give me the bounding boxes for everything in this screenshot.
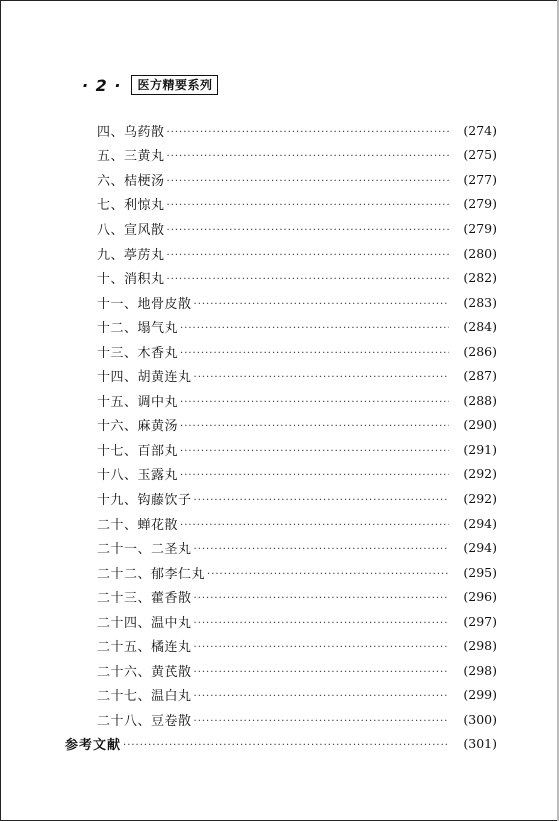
toc-entry-page: (288) [463,392,497,408]
toc-entry [65,265,497,290]
toc-entry-page: (290) [463,417,497,433]
toc-entry-title: 十四、胡黄连丸 [97,370,192,386]
toc-entry [65,118,497,143]
dot-leader [167,249,449,262]
toc-entry-page: (294) [463,540,497,556]
toc-entry-title: 六、桔梗汤 [97,173,165,189]
toc-entry [65,413,497,438]
series-title: 医方精要系列 [131,75,218,95]
toc-entry-page: (299) [463,687,497,703]
dot-leader [194,641,449,654]
dot-leader [194,543,449,556]
dot-leader [194,666,449,679]
toc-entry-page: (291) [463,441,497,457]
toc-entry-title: 四、乌药散 [97,124,165,140]
toc-entry-page: (274) [463,122,497,138]
toc-entry-title: 二十八、豆卷散 [97,713,192,729]
dot-leader [180,322,449,335]
dot-leader [180,347,449,360]
toc-entry-title: 十九、钩藤饮子 [97,492,192,508]
dot-leader [180,396,449,409]
toc-entry-page: (283) [463,294,497,310]
toc-entry [65,216,497,241]
references-page: (301) [463,736,497,752]
toc-entry-page: (296) [463,589,497,605]
toc-entry [65,683,497,708]
page-number: · 2 · [82,75,122,95]
toc-entry-page: (287) [463,368,497,384]
dot-leader [167,273,449,286]
toc-entry [65,633,497,658]
toc-entry [65,437,497,462]
dot-leader [194,298,449,311]
dot-leader [123,739,449,752]
toc-entry-page: (292) [463,490,497,506]
toc-entry-page: (300) [463,711,497,727]
toc-entry-title: 十八、玉露丸 [97,468,179,484]
dot-leader [194,494,449,507]
page-header [82,74,218,96]
toc-entry [65,658,497,683]
toc-entry [65,584,497,609]
toc-entry-page: (286) [463,343,497,359]
toc-entry [65,339,497,364]
toc-entry-page: (284) [463,319,497,335]
toc-entry [65,388,497,413]
toc-entry-page: (292) [463,466,497,482]
toc-entry-title: 九、葶苈丸 [97,247,165,263]
toc-entry-page: (298) [463,662,497,678]
toc-entry [65,290,497,315]
toc-entry [65,143,497,168]
toc-entry [65,363,497,388]
toc-references [65,732,497,757]
toc-entry-title: 十、消积丸 [97,272,165,288]
toc-entry-title: 十七、百部丸 [97,443,179,459]
dot-leader [194,371,449,384]
toc-entry [65,609,497,634]
dot-leader [194,690,449,703]
toc-entry-title: 二十四、温中丸 [97,615,192,631]
toc-entry-title: 十二、塌气丸 [97,321,179,337]
dot-leader [167,224,449,237]
toc-entry-title: 二十七、温白丸 [97,689,192,705]
toc-entry-page: (279) [463,220,497,236]
dot-leader [167,175,449,188]
toc-entry [65,462,497,487]
references-title: 参考文献 [65,738,122,754]
toc-entry [65,192,497,217]
toc-entry-page: (297) [463,613,497,629]
toc-entry [65,314,497,339]
toc-entry [65,511,497,536]
toc-entry-title: 十三、木香丸 [97,345,179,361]
dot-leader [180,445,449,458]
toc-entry-title: 二十五、橘连丸 [97,640,192,656]
dot-leader [180,420,449,433]
toc-entry-title: 二十三、藿香散 [97,591,192,607]
dot-leader [167,150,449,163]
toc-entry [65,707,497,732]
toc-entry-page: (277) [463,171,497,187]
toc-entry-page: (282) [463,270,497,286]
dot-leader [167,126,449,139]
toc-entry-page: (280) [463,245,497,261]
dot-leader [194,715,449,728]
toc-entry-title: 二十二、郁李仁丸 [97,566,206,582]
toc-entry-title: 二十一、二圣丸 [97,542,192,558]
toc-entry [65,535,497,560]
toc-entry-page: (279) [463,196,497,212]
dot-leader [167,199,449,212]
toc-entry [65,486,497,511]
dot-leader [180,469,449,482]
toc-entry [65,241,497,266]
dot-leader [207,568,449,581]
toc-entry-title: 七、利惊丸 [97,198,165,214]
table-of-contents [65,118,497,756]
toc-entry [65,167,497,192]
toc-entry-title: 二十六、黄芪散 [97,664,192,680]
toc-entry [65,560,497,585]
toc-entry-title: 二十、蝉花散 [97,517,179,533]
dot-leader [194,592,449,605]
dot-leader [194,617,449,630]
toc-entry-page: (298) [463,638,497,654]
toc-entry-page: (295) [463,564,497,580]
toc-entry-title: 五、三黄丸 [97,149,165,165]
toc-entry-title: 十五、调中丸 [97,394,179,410]
dot-leader [180,519,449,532]
toc-entry-page: (275) [463,147,497,163]
toc-entry-page: (294) [463,515,497,531]
toc-entry-title: 八、宣风散 [97,222,165,238]
toc-entry-title: 十六、麻黄汤 [97,419,179,435]
toc-entry-title: 十一、地骨皮散 [97,296,192,312]
